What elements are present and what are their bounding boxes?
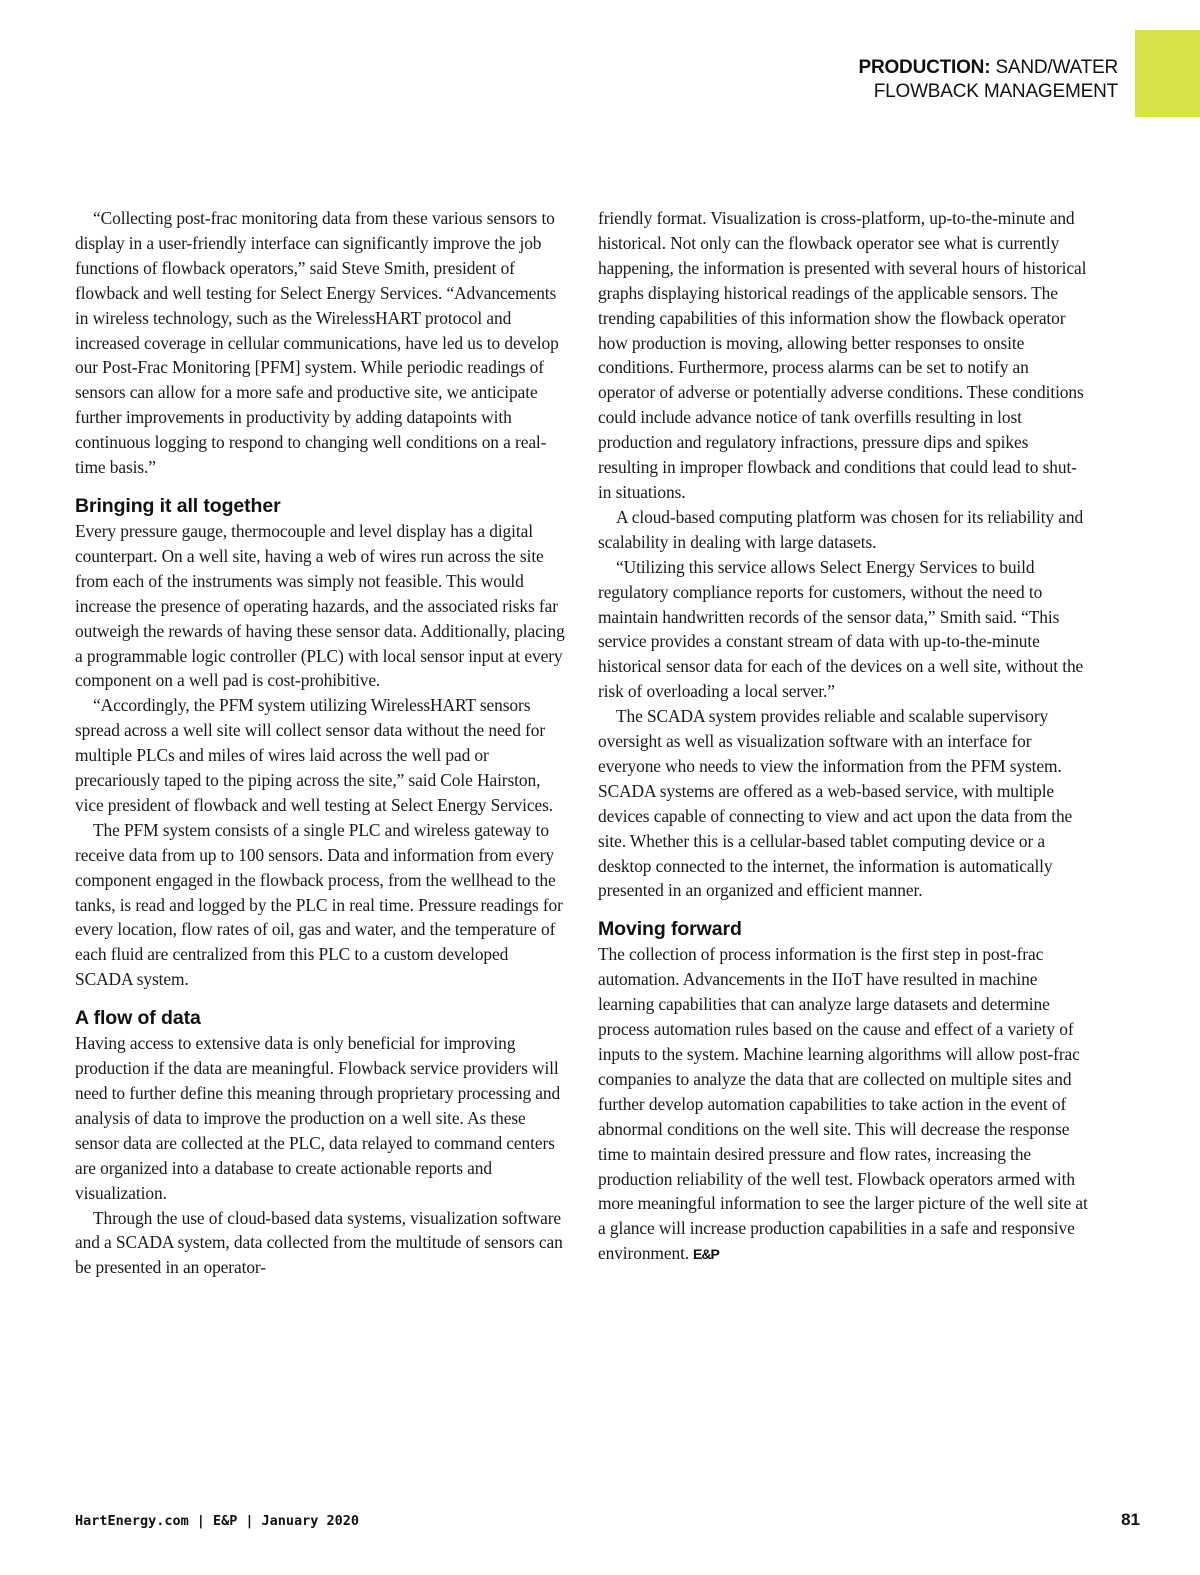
section-header xyxy=(858,56,1118,104)
footer-date: January 2020 xyxy=(261,1513,360,1529)
paragraph: The SCADA system provides reliable and scalable supervisory oversight as well as visualization software with an interface for everyone who needs to view the information from the PFM system. SCADA systems are offered as a web-based service, with multiple devices capable of connecting to view and act upon the data from the site. Whether this is a cellular-based tablet computing device or a desktop connected to the internet, the information is automatically presented in an organized and efficient manner. xyxy=(598,706,1073,901)
page-number: 81 xyxy=(1121,1510,1140,1529)
section-accent-tab xyxy=(1135,30,1200,117)
footer-credits xyxy=(75,1513,359,1529)
paragraph: “Utilizing this service allows Select Energy Services to build regulatory compliance reports for customers, without the need to maintain handwritten records of the sensor data,” Smith said. “This service provides a constant stream of data with up-to-the-minute historical sensor data for each of the devices on a well site, without the risk of overloading a local server.” xyxy=(598,556,1084,702)
paragraph: “Accordingly, the PFM system utilizing WirelessHART sensors spread across a well site will collect sensor data without the need for multiple PLCs and miles of wires laid across the well pad or precariously taped to the piping across the site,” said Cole Hairston, vice president of flowback and well testing at Select Energy Services. xyxy=(75,695,554,815)
section-title-line-2: FLOWBACK MANAGEMENT xyxy=(873,81,1118,102)
paragraph: A cloud-based computing platform was chosen for its reliability and scalability in dealing with large datasets. xyxy=(598,506,1084,552)
subheading: Bringing it all together xyxy=(75,494,281,517)
section-title-line-1: SAND/WATER xyxy=(995,57,1118,78)
subheading: Moving forward xyxy=(598,918,742,941)
paragraph: friendly format. Visualization is cross-platform, up-to-the-minute and historical. Not only can the flowback operator see what is currently happening, the information is presented with several hours of historical graphs displaying historical readings of the applicable sensors. The trending capabilities of this information show the flowback operator how production is moving, allowing better responses to onsite conditions. Furthermore, process alarms can be set to notify an operator of adverse or potentially adverse conditions. These conditions could include advance notice of tank overfills resulting in lost production and regulatory infractions, pressure dips and spikes resulting in improper flowback and conditions that could lead to shut-in situations. xyxy=(598,208,1087,502)
left-column xyxy=(75,206,565,1280)
paragraph: Having access to extensive data is only beneficial for improving production if the data are meaningful. Flowback service providers will need to further define this meaning through proprietary processing and analysis of data to improve the production on a well site. As these sensor data are collected at the PLC, data relayed to command centers are organized into a database to create actionable reports and visualization. xyxy=(75,1033,561,1203)
section-label: PRODUCTION: xyxy=(858,57,991,78)
end-of-article-mark: E&P xyxy=(693,1246,719,1263)
paragraph-final xyxy=(598,942,1088,1267)
footer-site: HartEnergy.com xyxy=(75,1513,189,1529)
subheading: A flow of data xyxy=(75,1007,201,1030)
paragraph: “Collecting post-frac monitoring data from these various sensors to display in a user-friendly interface can significantly improve the job functions of flowback operators,” said Steve Smith, president of flowback and well testing for Select Energy Services. “Advancements in wireless technology, such as the WirelessHART protocol and increased coverage in cellular communications, have led us to develop our Post-Frac Monitoring [PFM] system. While periodic readings of sensors can allow for a more safe and productive site, we anticipate further improvements in productivity by adding datapoints with continuous logging to respond to changing well conditions on a real-time basis.” xyxy=(75,208,559,478)
footer-separator: | xyxy=(196,1513,205,1529)
paragraph-text: The collection of process information is the first step in post-frac automation. Advancements in the IIoT have resulted in machine learning capabilities that can analyze large datasets and determine process automation rules based on the cause and effect of a variety of inputs to the system. Machine learning algorithms will allow post-frac companies to analyze the data that are collected on multiple sites and further develop automation capabilities to take action in the event of abnormal conditions on the well site. This will decrease the response time to maintain desired pressure and flow rates, increasing the production reliability of the well test. Flowback operators armed with more meaningful information to see the larger picture of the well site at a glance will increase production capabilities in a safe and responsive environment. xyxy=(598,944,1088,1264)
paragraph: Through the use of cloud-based data systems, visualization software and a SCADA system, data collected from the multitude of sensors can be presented in an operator- xyxy=(75,1207,563,1278)
footer-publication: E&P xyxy=(212,1513,238,1529)
footer-separator: | xyxy=(245,1513,254,1529)
paragraph: Every pressure gauge, thermocouple and level display has a digital counterpart. On a well site, having a web of wires run across the site from each of the instruments was simply not feasible. This would increase the presence of operating hazards, and the associated risks far outweigh the rewards of having these sensor data. Additionally, placing a programmable logic controller (PLC) with local sensor input at every component on a well pad is cost-prohibitive. xyxy=(75,520,565,691)
right-column xyxy=(598,206,1088,1267)
paragraph: The PFM system consists of a single PLC and wireless gateway to receive data from up to 100 sensors. Data and information from every component engaged in the flowback process, from the wellhead to the tanks, is read and logged by the PLC in real time. Pressure readings for every location, flow rates of oil, gas and water, and the temperature of each fluid are centralized from this PLC to a custom developed SCADA system. xyxy=(75,819,563,990)
